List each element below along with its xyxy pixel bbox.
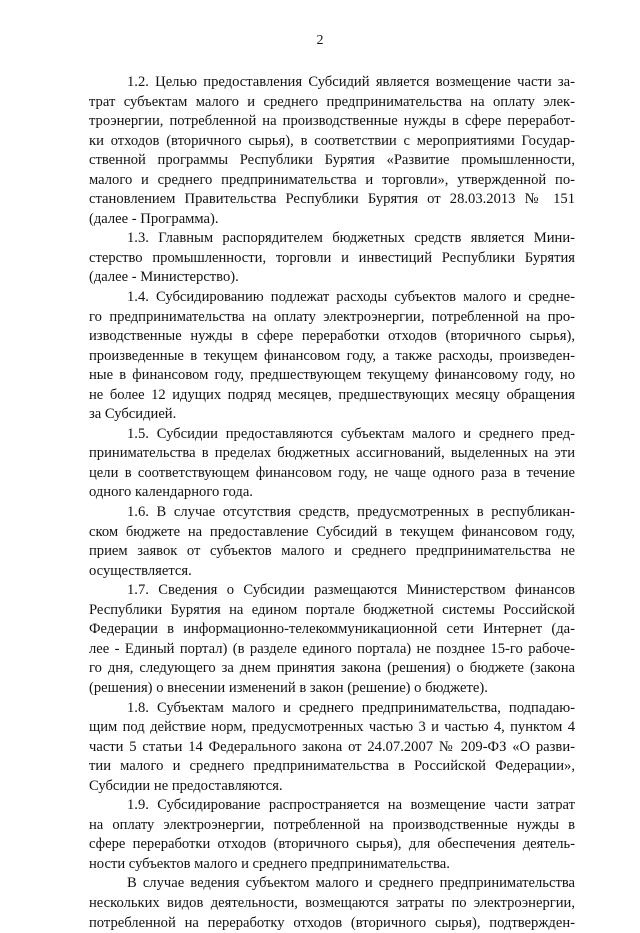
document-body [89,73,575,933]
paragraph [89,503,575,581]
paragraph [89,874,575,933]
paragraph [89,288,575,425]
text-line: принимательства в пределах бюджетных ассигнований, выделенных на эти [89,445,575,462]
paragraph [89,796,575,874]
text-line: осуществляется. [89,562,192,579]
paragraph [89,425,575,503]
text-line: произведенные в текущем финансовом году, а также расходы, произведен- [89,347,575,364]
text-line: 1.2. Целью предоставления Субсидий является возмещение части за- [127,74,575,90]
text-line: не более 12 идущих подряд месяцев, предшествующих месяцу обращения [89,386,575,403]
text-line: (решения) о внесении изменений в закон (решение) о бюджете). [89,679,488,696]
text-line: Федерации в информационно-телекоммуникационной сети Интернет (да- [89,621,575,638]
text-line: трат субъектам малого и среднего предпринимательства на оплату элек- [89,93,575,110]
text-line: за Субсидией. [89,406,177,423]
text-line: ки отходов (вторичного сырья), в соответствии с мероприятиями Государ- [89,132,575,149]
text-line: изводственные нужды в сфере переработки отходов (вторичного сырья), [89,328,575,345]
text-line: ные в финансовом году, предшествующем текущему финансовому году, но [89,367,575,384]
text-line: на оплату электроэнергии, потребленной на производственные нужды в [89,816,575,833]
text-line: 1.4. Субсидированию подлежат расходы субъектов малого и средне- [127,289,575,306]
text-line: одного календарного года. [89,484,253,501]
page-number: 2 [316,33,324,48]
text-line: го предпринимательства на оплату электроэнергии, потребленной на про- [89,308,575,325]
text-line: тии малого и среднего предпринимательства в Российской Федерации», [89,758,575,775]
text-line: Республики Бурятия на едином портале бюджетной системы Российской [89,601,575,618]
paragraph [89,229,575,288]
text-line: малого и среднего предпринимательства и торговли», утвержденной по- [89,171,575,188]
text-line: 1.7. Сведения о Субсидии размещаются Министерством финансов [127,582,575,599]
text-line: (далее - Министерство). [89,269,239,286]
text-line: цели в соответствующем финансовом году, не чаще одного раза в течение [89,464,575,481]
text-line: ности субъектов малого и среднего предпринимательства. [89,855,450,872]
paragraph [89,699,575,797]
text-line: 1.6. В случае отсутствия средств, предусмотренных в республикан- [127,504,575,521]
text-line: 1.9. Субсидирование распространяется на возмещение части затрат [127,797,575,814]
text-line: становлением Правительства Республики Бурятия от 28.03.2013 № 151 [89,191,575,208]
text-line: 1.3. Главным распорядителем бюджетных средств является Мини- [127,230,575,247]
text-line: стерство промышленности, торговли и инвестиций Республики Бурятия [89,249,575,266]
text-line: Субсидии не предоставляются. [89,777,283,794]
text-line: ском бюджете на предоставление Субсидий в текущем финансовом году, [89,523,575,540]
paragraph [89,73,575,229]
text-line: В случае ведения субъектом малого и среднего предпринимательства [127,875,575,892]
text-line: троэнергии, потребленной на производственные нужды в сфере переработ- [89,113,575,130]
text-line: части 5 статьи 14 Федерального закона от 24.07.2007 № 209-ФЗ «О разви- [89,738,575,755]
text-line: щим под действие норм, предусмотренных частью 3 и частью 4, пунктом 4 [89,719,575,736]
text-line: ственной программы Республики Бурятия «Развитие промышленности, [89,152,575,169]
text-line: прием заявок от субъектов малого и среднего предпринимательства не [89,543,575,560]
text-line: (далее - Программа). [89,210,219,227]
text-line: лее - Единый портал) (в разделе единого портала) не позднее 15-го рабоче- [89,640,575,657]
text-line: 1.8. Субъектам малого и среднего предпринимательства, подпадаю- [127,699,575,716]
text-line: нескольких видов деятельности, возмещаются затраты по электроэнергии, [89,894,575,911]
text-line: сфере переработки отходов (вторичного сырья), для обеспечения деятель- [89,836,575,853]
text-line: го дня, следующего за днем принятия закона (решения) о бюджете (закона [89,660,575,677]
paragraph [89,581,575,698]
text-line: потребленной на переработку отходов (вторичного сырья), подтвержден- [89,914,575,931]
text-line: 1.5. Субсидии предоставляются субъектам малого и среднего пред- [127,425,575,442]
